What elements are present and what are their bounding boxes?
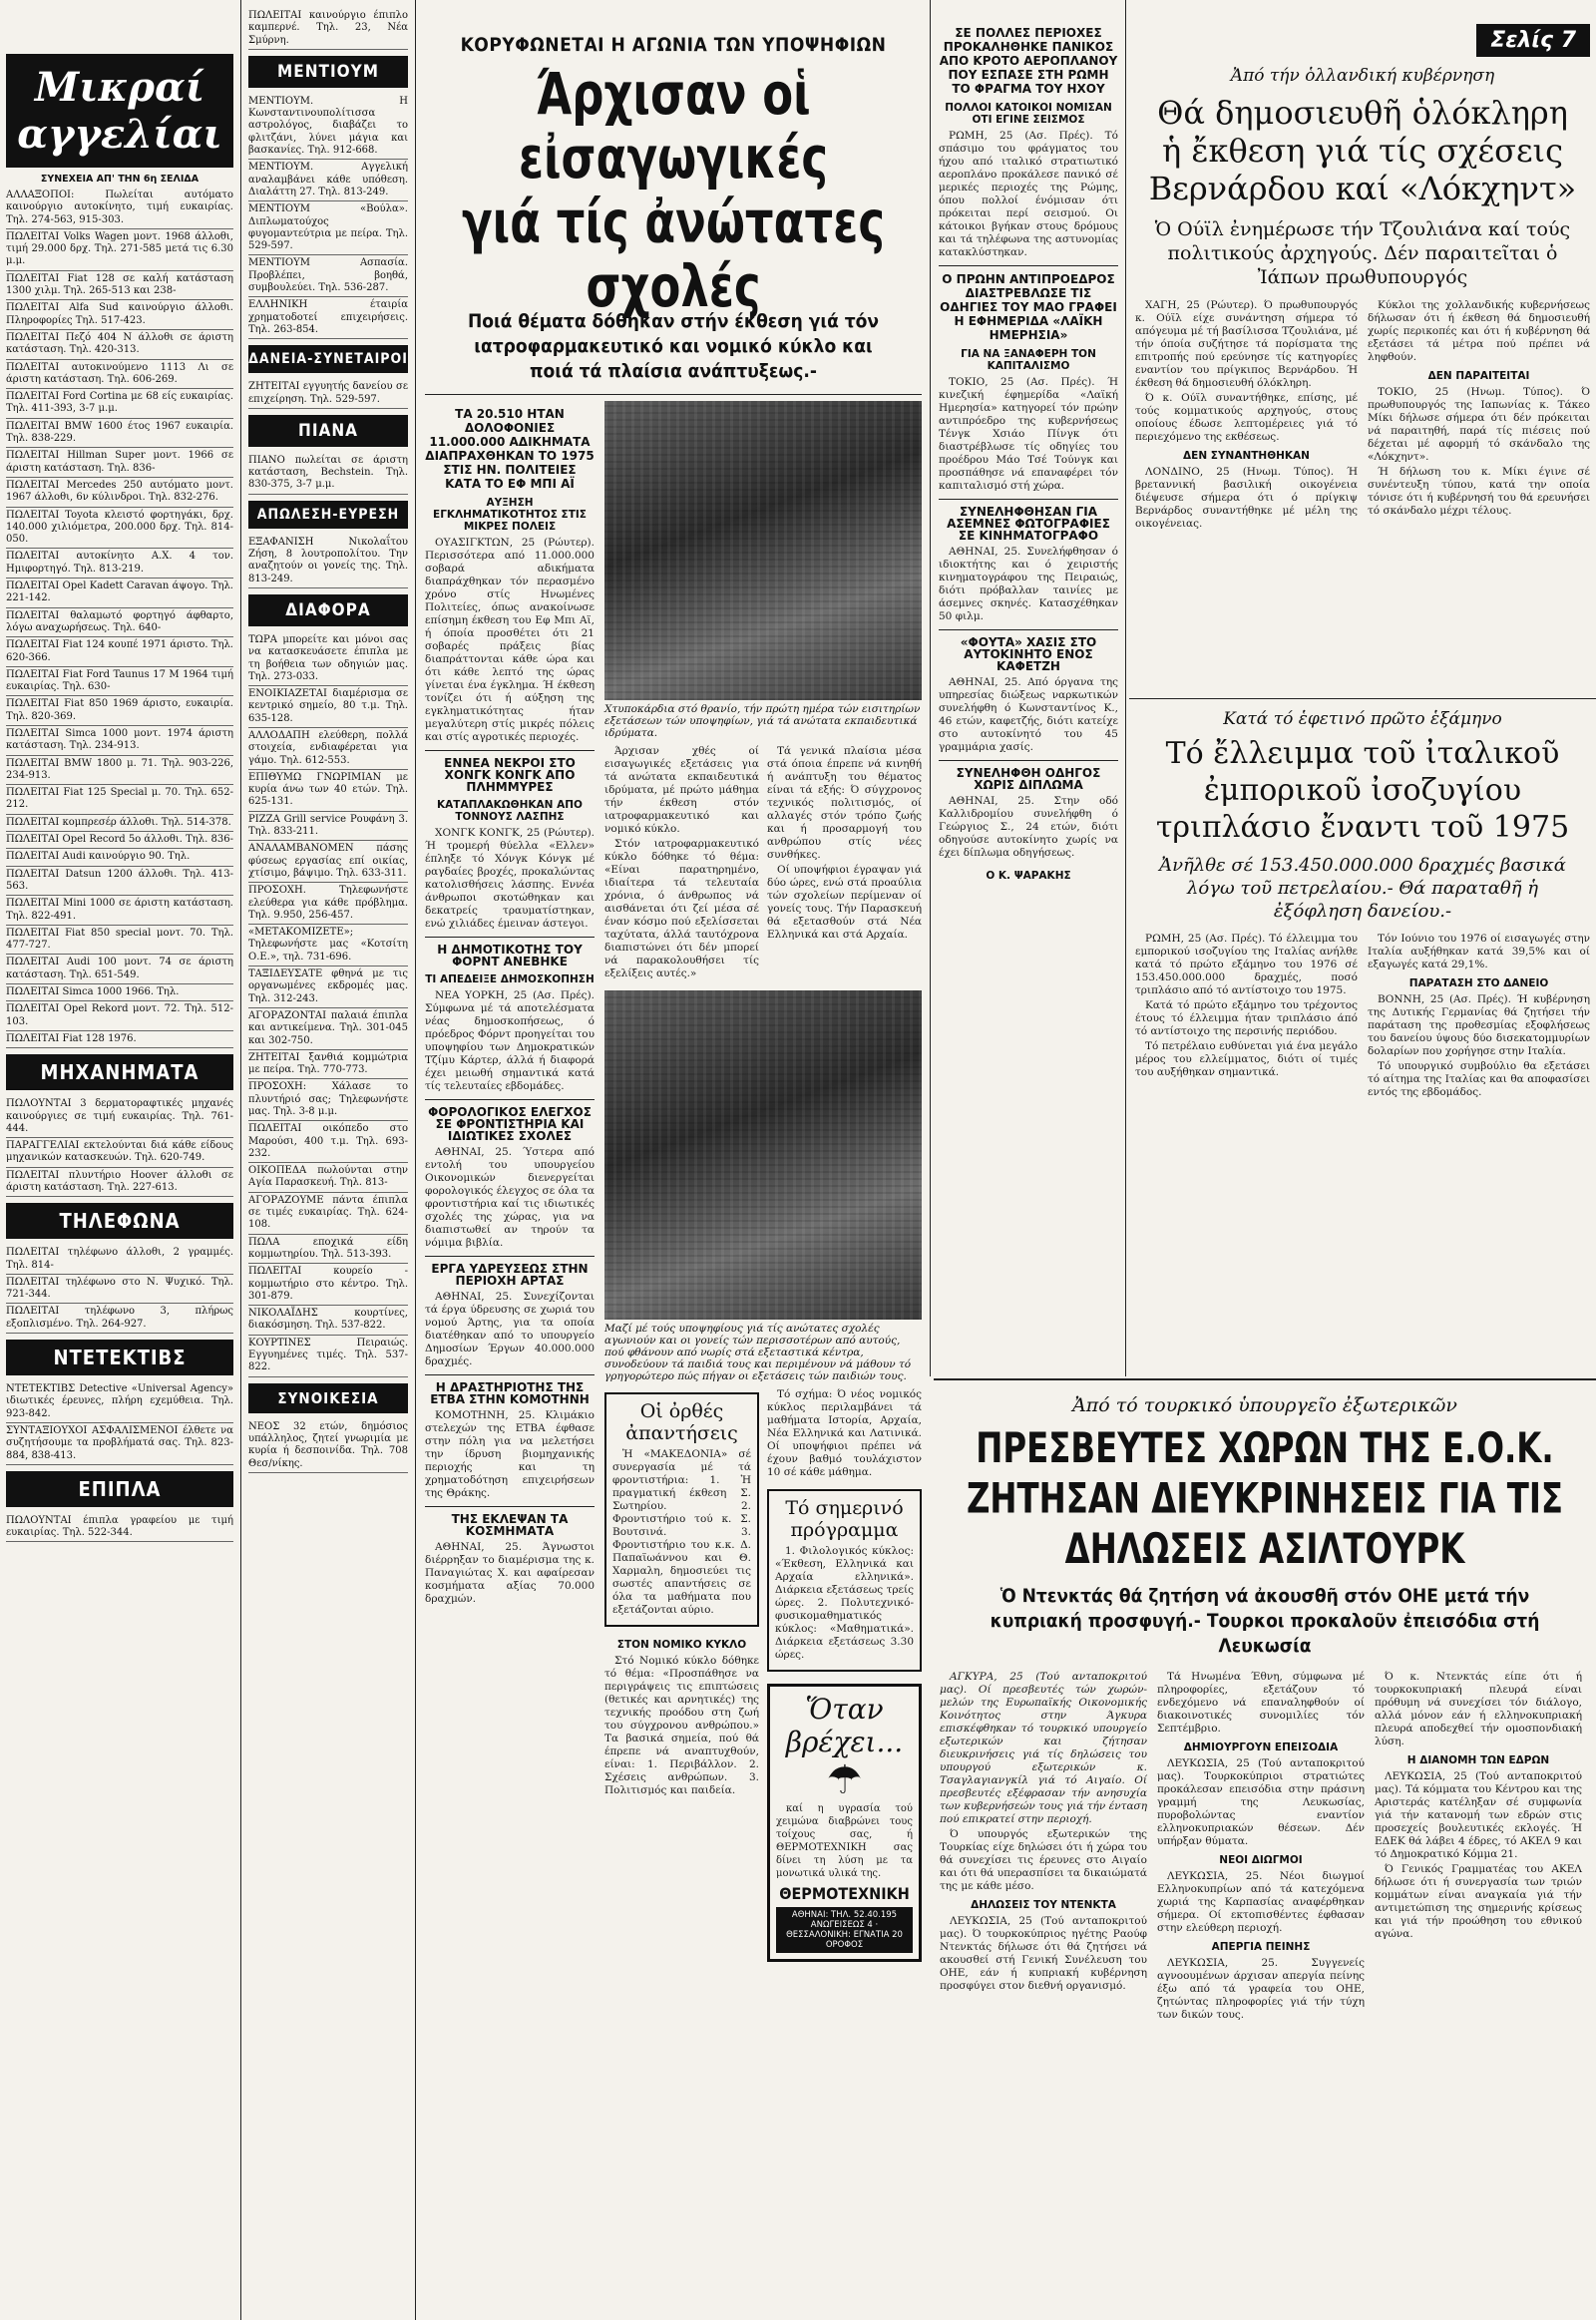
classified-ad: ΠΩΛΕΙΤΑΙ πλυντήριο Hoover άλλοθι σε άριστη κατάσταση. Τηλ. 227-613. <box>6 1168 233 1198</box>
answers-body: Ἡ «ΜΑΚΕΔΟΝΙΑ» σέ συνεργασία μέ τά φροντιστήρια: 1. Ἡ πραγματική έκθεση Σ. Σωτηρίου. 2. Φροντιστήριο τού κ. Σ. Βουτσινά. 3. Φροντιστήριο του κ.κ. Δ. Παπαϊωάννου και Θ. Χαρμαλη, δημοσιεύει τις σωστές απαντήσεις σε όλα τα μαθήματα που εξετάζονται αύριο. <box>612 1448 751 1616</box>
classified-ad: ΠΩΛΕΙΤΑΙ Simca 1000 1966. Τηλ. <box>6 984 233 1001</box>
column-rule <box>930 0 931 1376</box>
page-number-tab: Σελίς 7 <box>1476 24 1590 57</box>
section-banner-loans: ΔΑΝΕΙΑ-ΣΥΝΕΤΑΙΡΟΙ <box>248 345 408 373</box>
quake-body: ΡΩΜΗ, 25 (Ασ. Πρές). Τό σπάσιμο του φράγματος του ήχου από ιταλικό στρατιωτικό αεροπλάνο προκάλεσε πανικό σέ μερικές περιοχές της Ρώμης, όπου πολλοί ένόμισαν ότι πρόκειται περί σεισμού. Οι κάτοικοι βγήκαν στους δρόμους και τά τηλέφωνα της αστυνομίας κατακλύστηκαν. <box>939 130 1118 258</box>
classifieds-title: Μικραί αγγελίαι <box>6 54 233 168</box>
classified-ad: ΚΟΥΡΤΙΝΕΣ Πειραιώς. Εγγυημένες τιμές. Τηλ. 537-822. <box>248 1336 408 1377</box>
jewel-headline: ΤΗΣ ΕΚΛΕΨΑΝ ΤΑ ΚΟΣΜΗΜΑΤΑ <box>451 1512 569 1538</box>
italy-headline: Τό ἔλλειμμα τοῦ ἰταλικοῦ ἐμπορικοῦ ἰσοζυγίου τριπλάσιο ἔναντι τοῦ 1975 <box>1155 736 1570 845</box>
schools-subhead: Ποιά θέματα δόθηκαν στήν έκθεση γιά τόν ιατροφαρμακευτικό και νομικό κύκλο και ποιά τά πλαίσια ανάπτυξεως.- <box>467 310 880 382</box>
classified-ad: ΠΙΑΝΟ πωλείται σε άριστη κατάσταση, Bechstein. Τηλ. 830-375, 3-7 μ.μ. <box>248 453 408 495</box>
tax-body: ΑΘΗΝΑΙ, 25. Ύστερα από εντολή του υπουργείου Οικονομικών διενεργείται φορολογικός έλεγχος σε όλα τα φροντιστήρια καί τις ιδιωτικές σχολές της χώρας, για να διαπιστωθεί αν τηρούν τα νόμιμα βιβλία. <box>425 1146 595 1249</box>
eec-body-2b: ΛΕΥΚΩΣΙΑ, 25 (Τού ανταποκριτού μας). Τουρκοκύπριοι στρατιώτες προκάλεσαν επεισόδια στην πράσινη γραμμή της Λευκωσίας, πυροβολώντας εναντίον ελληνοκυπριακών θέσεων. Δέν υπήρξαν θύματα. <box>1157 1757 1365 1847</box>
classified-ad: ΠΩΛΕΙΤΑΙ Fiat Ford Taunus 17 Μ 1964 τιμή ευκαιρίας. Τηλ. 630- <box>6 667 233 697</box>
lockheed-story <box>1129 0 1596 698</box>
classified-ad: ΠΩΛΕΙΤΑΙ τηλέφωνο στο Ν. Ψυχικό. Τηλ. 721-344. <box>6 1275 233 1305</box>
column-rule <box>415 0 416 2320</box>
classified-ad: ΑΓΟΡΑΖΟΥΜΕ πάντα έπιπλα σε τιμές ευκαιρίας. Τηλ. 624-108. <box>248 1193 408 1235</box>
classified-ad: ΠΩΛΕΙΤΑΙ BMW 1800 μ. 71. Τηλ. 903-226, 234-913. <box>6 756 233 786</box>
china-headline: Ο ΠΡΩΗΝ ΑΝΤΙΠΡΟΕΔΡΟΣ ΔΙΑΣΤΡΕΒΛΩΣΕ ΤΙΣ ΟΔΗΓΙΕΣ ΤΟΥ ΜΑΟ ΓΡΑΦΕΙ Η ΕΦΗΜΕΡΙΔΑ «ΛΑΪΚΗ ΗΜΕΡΗΣΙΑ» <box>940 272 1117 342</box>
etva-body: ΚΟΜΟΤΗΝΗ, 25. Κλιμάκιο στελεχών της ΕΤΒΑ έφθασε στην πόλη για να μελετήσει την ίδρυση βιομηχανικής περιοχής και τη χρηματοδότηση επιχειρήσεων της Θράκης. <box>425 1409 595 1499</box>
classified-ad: ΣΥΝΤΑΞΙΟΥΧΟΙ ΑΣΦΑΛΙΣΜΕΝΟΙ έλθετε να συζητήσουμε τα προβλήματά σας. Τηλ. 823-884, 838-413. <box>6 1423 233 1465</box>
lockheed-body-left: ΧΑΓΗ, 25 (Ρώυτερ). Ό πρωθυπουργός κ. Ούϊλ είχε συνάντηση σήμερα τό απόγευμα μέ τή βασίλισσα Τζουλιάνα, μέ τήν όποία συζήτησε τά πορίσματα της επιτροπής πού ερεύνησε τίς κατηγορίες εναντίον του πρίγκιπος Βερνάρδου. Ή έκθεση θά δημοσιευθή όλόκληρη. Ό κ. Ούϊλ συναντήθηκε, επίσης, μέ τούς κομματικούς αρχηγούς, στους οποίους έδωσε λεπτομέρειες γιά τό περιεχόμενο της εκθέσεως. <box>1135 299 1358 443</box>
cinema-headline: ΣΥΝΕΛΗΦΘΗΣΑΝ ΓΙΑ ΑΣΕΜΝΕΣ ΦΩΤΟΓΡΑΦΙΕΣ ΣΕ ΚΙΝΗΜΑΤΟΓΡΑΦΟ <box>947 505 1110 543</box>
nomiko-body: Στό Νομικό κύκλο δόθηκε τό θέμα: «Προσπάθησε να περιγράψεις τις επιπτώσεις (θετικές και αρνητικές) της τεχνικής προόδου στη ζωή του σύγχρονου ανθρώπου.» Τα βασικά σημεία, πού θά έπρεπε νά αναπτυχθούν, είναι: 1. Περιβάλλον. 2. Σχέσεις ανθρώπων. 3. Πολιτισμός και παιδεία. <box>604 1655 759 1796</box>
driver-body: ΑΘΗΝΑΙ, 25. Στην οδό Καλλιδρομίου συνελήφθη ό Γεώργιος Σ., 24 ετών, διότι οδηγούσε αυτοκίνητο χωρίς να έχει δίπλωμα οδηγήσεως. <box>939 795 1118 859</box>
etva-headline: Η ΔΡΑΣΤΗΡΙΟΤΗΣ ΤΗΣ ΕΤΒΑ ΣΤΗΝ ΚΟΜΟΤΗΝΗ <box>430 1380 590 1406</box>
classified-ad: ΠΩΛΕΙΤΑΙ κομπρεσέρ άλλοθι. Τηλ. 514-378. <box>6 815 233 832</box>
eec-body-2c: ΛΕΥΚΩΣΙΑ, 25. Νέοι διωγμοί Ελληνοκυπρίων από τά κατεχόμενα χωριά της Καρπασίας αναφέρθηκαν σήμερα. Οί εκτοπισθέντες έφθασαν στην ελεύθερη περιοχή. <box>1157 1870 1365 1934</box>
classified-list-1 <box>6 188 233 1048</box>
lockheed-sub-left: ΔΕΝ ΣΥΝΑΝΤΗΘΗΚΑΝ <box>1183 450 1310 462</box>
insulation-ad-title: Ὅταν βρέχει... <box>785 1693 904 1758</box>
ford-subhead: ΤΙ ΑΠΕΔΕΙΞΕ ΔΗΜΟΣΚΟΠΗΣΗ <box>425 973 595 985</box>
eec-body-1b: Ό υπουργός εξωτερικών της Τουρκίας είχε δηλώσει ότι ή χώρα του θά συνεχίσει τις έρευνες στο Αιγαίο και ότι θά υπερασπίσει τα δικαιώματά της με κάθε μέσο. <box>940 1828 1147 1892</box>
classified-ad: ΠΩΛΕΙΤΑΙ καινούργιο έπιπλο καμπερνέ. Τηλ. 23, Νέα Σμύρνη. <box>248 8 408 50</box>
section-banner-machines: ΜΗΧΑΝΗΜΑΤΑ <box>6 1054 233 1090</box>
classified-ad: ΠΩΛΕΙΤΑΙ Fiat 128 σε καλή κατάσταση 1300 χιλμ. Τηλ. 265-513 και 238- <box>6 271 233 301</box>
eec-kicker: Ἀπό τό τουρκικό ὑπουργεῖο ἐξωτερικῶν <box>1072 1394 1457 1416</box>
china-body: ΤΟΚΙΟ, 25 (Ασ. Πρές). Ή κινεζική έφημερίδα «Λαϊκή Ημερησία» κατηγορεί τόν πρώην αντιπρόεδρο της κυβερνήσεως Τένγκ Χσιάο Πίνγκ ότι διαστρέβλωσε τίς οδηγίες του προέδρου Μάο Τσέ Τούνγκ και προσπάθησε νά επαναφέρει τόν καπιταλισμό στή χώρα. <box>939 376 1118 492</box>
classified-ad: ΠΩΛΕΙΤΑΙ οικόπεδο στο Μαρούσι, 400 τ.μ. Τηλ. 693-232. <box>248 1121 408 1163</box>
classified-ad: ΜΕΝΤΙΟΥΜ Ασπασία. Προβλέπει, βοηθά, συμβουλεύει. Τηλ. 536-287. <box>248 255 408 297</box>
divider <box>425 1374 595 1375</box>
divider <box>939 499 1118 500</box>
schools-headline: Άρχισαν οἱ εἰσαγωγικές γιά τίς ἀνώτατες σχολές <box>462 60 885 320</box>
classified-ad: ΠΩΛΕΙΤΑΙ Alfa Sud καινούργιο άλλοθι. Πληροφορίες Τηλ. 517-423. <box>6 300 233 330</box>
classified-ad: ΠΩΛΕΙΤΑΙ Opel Kadett Caravan άψογο. Τηλ. 221-142. <box>6 579 233 608</box>
column-rule <box>1125 0 1126 1376</box>
program-title: Τό σημερινό πρόγραμμα <box>785 1497 904 1541</box>
classified-ad: ΑΓΟΡΑΖΟΝΤΑΙ παλαιά έπιπλα και αντικείμενα. Τηλ. 301-045 και 302-750. <box>248 1008 408 1050</box>
classified-ad: ΠΑΡΑΓΓΕΛΙΑΙ εκτελούνται διά κάθε είδους μηχανικών κατασκευών. Τηλ. 620-749. <box>6 1138 233 1168</box>
schools-main <box>604 401 922 1962</box>
classified-ad: ΕΠΙΘΥΜΩ ΓΝΩΡΙΜΙΑΝ με κυρία άνω των 40 ετών. Τηλ. 625-131. <box>248 770 408 812</box>
eec-body-2d: ΛΕΥΚΩΣΙΑ, 25. Συγγενείς αγνοουμένων άρχισαν απεργία πείνης έξω από τά γραφεία του ΟΗΕ, ζητώντας πληροφορίες γιά τήν τύχη των δικών τους. <box>1157 1957 1365 2021</box>
hongkong-body: ΧΟΝΓΚ ΚΟΝΓΚ, 25 (Ρώυτερ). Ή τρομερή θύελλα «Ελλεν» έπληξε τό Χόνγκ Κόνγκ μέ ραγδαίες βροχές, προκαλώντας κατολισθήσεις λάσπης. Εννέα άνθρωποι σκοτώθηκαν και δεκατρείς τραυματίστηκαν, ενώ χιλιάδες έμειναν άστεγοι. <box>425 827 595 930</box>
classified-ad: ΠΩΛΕΙΤΑΙ Datsun 1200 άλλοθι. Τηλ. 413-563. <box>6 867 233 897</box>
lockheed-subhead: Ὁ Ούϊλ ἐνημέρωσε τήν Τζουλιάνα καί τούς πολιτικούς ἀρχηγούς. Δέν παραιτεῖται ὁ Ἰάπων πρωθυπουργός <box>1154 218 1571 288</box>
crime-subhead: ΑΥΞΗΣΗ ΕΓΚΛΗΜΑΤΙΚΟΤΗΤΟΣ ΣΤΙΣ ΜΙΚΡΕΣ ΠΟΛΕΙΣ <box>433 497 587 533</box>
classified-ad: ΜΕΝΤΙΟΥΜ «Βούλα». Διπλωματούχος φυγομαντεύτρια με πείρα. Τηλ. 529-597. <box>248 201 408 255</box>
hashish-headline: «ΦΟΥΤΑ» ΧΑΣΙΣ ΣΤΟ ΑΥΤΟΚΙΝΗΤΟ ΕΝΟΣ ΚΑΦΕΤΖΗ <box>960 635 1097 673</box>
lockheed-body-right-2: ΤΟΚΙΟ, 25 (Ηνωμ. Τύπος). Ό πρωθυπουργός της Ιαπωνίας κ. Τάκεο Μίκι δήλωσε σήμερα ότι δέν πρόκειται νά παραιτηθή, παρά τίς πιέσεις πού δέχεται μέ αφορμή τό σκάνδαλο της «Λόκχηντ». Ή δήλωση του κ. Μίκι έγινε σέ συνέντευξη τύπου, κατά την οποία τόνισε ότι ή κυβέρνησή του θά ερευνήσει τό σκάνδαλο μέχρι τέλους. <box>1368 386 1590 517</box>
classified-ad: ΠΩΛΕΙΤΑΙ τηλέφωνο άλλοθι, 2 γραμμές. Τηλ. 814- <box>6 1245 233 1275</box>
lockheed-headline: Θά δημοσιευθῆ ὁλόκληρη ἡ ἔκθεση γιά τίς σχέσεις Βερνάρδου καί «Λόκχηντ» <box>1148 94 1577 207</box>
divider <box>939 629 1118 630</box>
divider <box>425 1256 595 1257</box>
column-rule <box>240 0 241 2320</box>
classified-ad: ΠΩΛΕΙΤΑΙ Audi 100 μοντ. 74 σε άριστη κατάσταση. Τηλ. 651-549. <box>6 955 233 984</box>
classifieds-subtitle: ΣΥΝΕΧΕΙΑ ΑΠ' ΤΗΝ 6η ΣΕΛΙΔΑ <box>40 174 200 185</box>
insulation-ad <box>767 1684 922 1962</box>
divider <box>425 394 922 395</box>
answers-box <box>604 1392 759 1627</box>
classified-ad: ΤΩΡΑ μπορείτε και μόνοι σας να κατασκευάσετε έπιπλα με τη βοήθεια των οδηγιών μας. Τηλ. 273-033. <box>248 632 408 686</box>
classified-ad: ΠΩΛΕΙΤΑΙ Simca 1000 μοντ. 1974 άριστη κατάσταση. Τηλ. 234-913. <box>6 726 233 756</box>
lockheed-body-right: Κύκλοι της χολλανδικής κυβερνήσεως δήλωσαν ότι ή έκθεση θά δημοσιευθή χωρίς περικοπές και ότι ή κυβέρνηση θά εξετάσει τά μέτρα πού πρέπει νά ληφθούν. <box>1368 299 1590 363</box>
classified-ad: ΠΩΛΕΙΤΑΙ Volks Wagen μοντ. 1968 άλλοθι, τιμή 29.000 δρχ. Τηλ. 271-585 μετά τις 6.30 μ.μ. <box>6 229 233 271</box>
classified-ad: ΠΩΛΕΙΤΑΙ BMW 1600 έτος 1967 ευκαιρία. Τηλ. 838-229. <box>6 419 233 449</box>
classified-ad: ΕΛΛΗΝΙΚΗ έταιρία χρηματοδοτεί επιχειρήσεις. Τηλ. 263-854. <box>248 297 408 339</box>
lockheed-body-left-2: ΛΟΝΔΙΝΟ, 25 (Ηνωμ. Τύπος). Ή βρεταννική βασιλική οικογένεια διέψευσε σήμερα ότι ό πρίγκιψ Βερνάρδος συναντήθηκε μέ μέλη της οικογένειας. <box>1135 466 1358 530</box>
classified-ad: ΠΩΛΕΙΤΑΙ Audi καινούργιο 90. Τηλ. <box>6 849 233 866</box>
classified-ad: ΠΩΛΕΙΤΑΙ Mini 1000 σε άριστη κατάσταση. Τηλ. 822-491. <box>6 896 233 926</box>
eec-headline: ΠΡΕΣΒΕΥΤΕΣ ΧΩΡΩΝ ΤΗΣ Ε.Ο.Κ. ΖΗΤΗΣΑΝ ΔΙΕΥΚΡΙΝΗΣΕΙΣ ΓΙΑ ΤΙΣ ΔΗΛΩΣΕΙΣ ΑΣΙΛΤΟΥΡΚ <box>966 1425 1564 1574</box>
nomiko-headline: ΣΤΟΝ ΝΟΜΙΚΟ ΚΥΚΛΟ <box>616 1639 747 1651</box>
divider <box>939 265 1118 266</box>
classified-ad: ΠΩΛΕΙΤΑΙ Πεζό 404 Ν άλλοθι σε άριστη κατάσταση. Τηλ. 420-313. <box>6 330 233 360</box>
eec-sub-5: Η ΔΙΑΝΟΜΗ ΤΩΝ ΕΔΡΩΝ <box>1406 1754 1550 1766</box>
eec-sub-4: ΑΠΕΡΓΙΑ ΠΕΙΝΗΣ <box>1211 1941 1311 1953</box>
italy-sub-right: ΠΑΡΑΤΑΣΗ ΣΤΟ ΔΑΝΕΙΟ <box>1408 977 1549 989</box>
section-banner-phones: ΤΗΛΕΦΩΝΑ <box>6 1203 233 1239</box>
tax-headline: ΦΟΡΟΛΟΓΙΚΟΣ ΕΛΕΓΧΟΣ ΣΕ ΦΡΟΝΤΙΣΤΗΡΙΑ ΚΑΙ ΙΔΙΩΤΙΚΕΣ ΣΧΟΛΕΣ <box>428 1105 592 1143</box>
umbrella-icon: ☂ <box>826 1757 863 1803</box>
classified-ad: ΜΕΝΤΙΟΥΜ. Η Κωνσταντινουπολίτισσα αστρολόγος, διαβάζει το φλιτζάνι, λύνει μάγια και βασκανίες. Τηλ. 912-668. <box>248 94 408 160</box>
classified-ad: ΠΩΛΕΙΤΑΙ Opel Rekord μοντ. 72. Τηλ. 512-103. <box>6 1001 233 1031</box>
divider <box>425 937 595 938</box>
section-banner-furniture: ΕΠΙΠΛΑ <box>6 1471 233 1507</box>
insulation-ad-body: καί η υγρασία τού χειμώνα διαβρώνει τους τοίχους σας, ή ΘΕΡΜΟΤΕΧΝΙΚΗ σας δίνει τη λύση με τα μονωτικά υλικά της. <box>776 1803 913 1879</box>
photo-caption: Μαζί μέ τούς υποψηφίους γιά τίς ανώτατες σχολές αγωνιούν και οι γονείς τών περισσοτέρων από αυτούς, πού φθάνουν από νωρίς στά εξεταστικά κέντρα, συνοδεύουν τά παιδιά τους και περιμένουν νά μάθουν τό γρηγορώτερο πώς πήγαν οι εξετάσεις τών παιδιών τους. <box>604 1323 912 1382</box>
crime-headline: ΤΑ 20.510 ΗΤΑΝ ΔΟΛΟΦΟΝΙΕΣ 11.000.000 ΑΔΙΚΗΜΑΤΑ ΔΙΑΠΡΑΧΘΗΚΑΝ ΤΟ 1975 ΣΤΙΣ ΗΝ. ΠΟΛΙΤΕΙΕΣ ΚΑΤΑ ΤΟ ΕΦ ΜΠΙ ΑΪ <box>425 407 595 491</box>
program-body: 1. Φιλολογικός κύκλος: «Έκθεση, Ελληνικά και Αρχαία ελληνικά». Διάρκεια εξετάσεως τρείς ώρες. 2. Πολυτεχνικό-φυσικομαθηματικός κύκλος: «Μαθηματικά». Διάρκεια εξετάσεως 3.30 ώρες. <box>775 1545 914 1661</box>
section-banner-lost-found: ΑΠΩΛΕΣΗ-ΕΥΡΕΣΗ <box>248 501 408 529</box>
classified-ad: ΝΤΕΤΕΚΤΙΒΣ Detective «Universal Agency» ιδιωτικές έρευνες, πλήρη εχεμύθεια. Τηλ. 923-842. <box>6 1381 233 1423</box>
photo-caption: Χτυποκάρδια στό θρανίο, τήν πρώτη ημέρα τών εισιτηρίων εξετάσεων τών υποψηφίων, γιά τά ανώτατα εκπαιδευτικά ιδρύματα. <box>604 703 921 739</box>
classified-ad: ΠΩΛΑ εποχικά είδη κομμωτηρίου. Τηλ. 513-393. <box>248 1235 408 1265</box>
schools-body-2: Τά γενικά πλαίσια μέσα στά όποια έπρεπε νά κινηθή ή ανάπτυξη του θέματος είναι τά εξής: Ό σύγχρονος τεχνικός πολιτισμός, οί αλλαγές στόν τρόπο ζωής και ή προσαρμογή του ανθρώπου στίς νέες συνθήκες. Οί υποψήφιοι έγραψαν γιά δύο ώρες, ενώ στά προαύλια τών σχολείων περίμεναν οί γονείς τους. Τήν Παρασκευή θά εξετασθούν στά Νέα Ελληνικά και στά Αρχαία. <box>767 745 922 941</box>
divider <box>425 1506 595 1507</box>
quake-subhead: ΠΟΛΛΟΙ ΚΑΤΟΙΚΟΙ ΝΟΜΙΣΑΝ ΟΤΙ ΕΓΙΝΕ ΣΕΙΣΜΟΣ <box>945 102 1112 126</box>
eec-body-3b: ΛΕΥΚΩΣΙΑ, 25 (Τού ανταποκριτού μας). Τά κόμματα του Κέντρου και της Αριστεράς κατέληξαν σέ συμφωνία γιά τήν κατανομή των εδρών στις προσεχείς βουλευτικές εκλογές. Ή ΕΔΕΚ θά λάβει 4 έδρες, τό ΑΚΕΛ 9 και τό Δημοκρατικό Κόμμα 21. Ό Γενικός Γραμματέας του ΑΚΕΛ δήλωσε ότι ή συνεργασία των τριών κομμάτων είναι αναγκαία γιά τήν αντιμετώπιση της σημερινής κρίσεως και γιά τήν προώθηση του εθνικού αγώνα. <box>1375 1770 1582 1940</box>
classified-ad: ΠΩΛΕΙΤΑΙ Mercedes 250 αυτόματο μοντ. 1967 άλλοθι, 6ν κύλινδροι. Τηλ. 832-276. <box>6 478 233 508</box>
answers-title: Οἱ ὀρθές ἀπαντήσεις <box>625 1400 738 1444</box>
lockheed-kicker: Ἀπό τήν ὁλλανδική κυβέρνηση <box>1230 66 1495 86</box>
schools-body-1: Άρχισαν χθές οί εισαγωγικές εξετάσεις για τά ανώτατα εκπαιδευτικά ιδρύματα, μέ πρώτο μάθημα τήν έκθεση στόν ιατροφαρμακευτικό και νομικό κύκλο. Στόν ιατροφαρμακευτικό κύκλο δόθηκε τό θέμα: «Είναι παρατηρημένο, ιδιαίτερα τά τελευταία χρόνια, ό άνθρωπος νά αισθάνεται ότι ζεί μέσα σέ έναν κόσμο πού εξελίσσεται ταχύτατα, άλλά ταυτόχρονα διαπιστώνει ότι δέν μπορεί νά παρακολουθήσει τίς εξελίξεις αυτές.» <box>604 745 759 979</box>
eec-story <box>934 1378 1596 2320</box>
schools-kicker: ΚΟΡΥΦΩΝΕΤΑΙ Η ΑΓΩΝΙΑ ΤΩΝ ΥΠΟΨΗΦΙΩΝ <box>460 34 887 56</box>
cinema-body: ΑΘΗΝΑΙ, 25. Συνελήφθησαν ό ιδιοκτήτης και ό χειριστής κινηματογράφου της Πειραιώς, διότι πρόβαλλαν ταινίες με άσεμνες σκηνές. Κατασχέθηκαν 50 φιλμ. <box>939 546 1118 622</box>
classified-ad: ΑΝΑΛΑΜΒΑΝΟΜΕΝ πάσης φύσεως εργασίας επί οικίας, χτίσιμο, βάψιμο. Τηλ. 633-311. <box>248 841 408 883</box>
eec-body-3: Ό κ. Ντενκτάς είπε ότι ή τουρκοκυπριακή πλευρά είναι πρόθυμη νά συνεχίσει τόν διάλογο, αλλά μόνον εάν ή ελληνοκυπριακή πλευρά αποδεχθεί τήν ομοσπονδιακή λύση. <box>1375 1671 1582 1747</box>
eec-subhead: Ὁ Ντενκτάς θά ζητήση νά ἀκουσθῆ στόν ΟΗΕ μετά τήν κυπριακή προσφυγή.- Τουρκοι προκαλοῦν ἐπεισόδια στή Λευκωσία <box>990 1585 1540 1657</box>
classified-ad: ΕΞΑΦΑΝΙΣΗ Νικολαΐτου Ζήση, 8 λουτροπολίτου. Την αναζητούν οι γονείς της. Τηλ. 813-249. <box>248 535 408 588</box>
byline: Ο Κ. ΨΑΡΑΚΗΣ <box>986 870 1071 882</box>
classified-ad: ΝΙΚΟΛΑΪΔΗΣ κουρτίνες, διακόσμηση. Τηλ. 537-822. <box>248 1306 408 1336</box>
classified-ad: ΠΡΟΣΟΧΗ: Χάλασε το πλυντήριό σας; Τηλεφωνήστε μας. Τηλ. 3-8 μ.μ. <box>248 1079 408 1121</box>
classifieds-column-1 <box>0 0 239 2320</box>
eec-body-1c: ΛΕΥΚΩΣΙΑ, 25 (Τού ανταποκριτού μας). Ό τουρκοκύπριος ηγέτης Ραούφ Ντενκτάς δήλωσε ότι θά ζητήσει νά ακουσθεί στή Γενική Συνέλευση του ΟΗΕ, εάν ή κυπριακή κυβέρνηση προσφύγει στον διεθνή οργανισμό. <box>940 1915 1147 1992</box>
classified-ad: ΝΕΟΣ 32 ετών, δημόσιος υπάλληλος, ζητεί γνωριμία με κυρία ή δεσποινίδα. Τηλ. 708 Θεσ/νίκης. <box>248 1419 408 1473</box>
arta-headline: ΕΡΓΑ ΥΔΡΕΥΣΕΩΣ ΣΤΗΝ ΠΕΡΙΟΧΗ ΑΡΤΑΣ <box>431 1262 589 1288</box>
hashish-body: ΑΘΗΝΑΙ, 25. Από όργανα της υπηρεσίας διώξεως ναρκωτικών συνελήφθη ό Κωνσταντίνος Κ., 46 ετών, καφετζής, διότι κατείχε στο αυτοκίνητό του 45 γραμμάρια χασίς. <box>939 676 1118 753</box>
hongkong-subhead: ΚΑΤΑΠΛΑΚΩΘΗΚΑΝ ΑΠΟ ΤΟΝΝΟΥΣ ΛΑΣΠΗΣ <box>437 799 583 823</box>
classified-ad: ΠΩΛΕΙΤΑΙ Opel Record 5ο άλλοθι. Τηλ. 836- <box>6 832 233 849</box>
jewel-body: ΑΘΗΝΑΙ, 25. Άγνωστοι διέρρηξαν το διαμέρισμα της κ. Παναγιώτας Χ. και αφαίρεσαν κοσμήματα αξίας 70.000 δραχμών. <box>425 1541 595 1605</box>
news-column-quake <box>934 0 1123 1376</box>
parents-waiting-photo <box>604 990 922 1320</box>
classified-ad: ΠΡΟΣΟΧΗ. Τηλεφωνήστε ελεύθερα για κάθε πρόβλημα. Τηλ. 9.950, 256-457. <box>248 883 408 925</box>
classifieds-column-2 <box>243 0 413 2320</box>
eec-body-2: Τά Ηνωμένα Έθνη, σύμφωνα μέ πληροφορίες, εξετάζουν τό ενδεχόμενο νά επαναληφθούν οί διακοινοτικές συνομιλίες τόν Σεπτέμβριο. <box>1157 1671 1365 1735</box>
section-banner-detectives: ΝΤΕΤΕΚΤΙΒΣ <box>6 1340 233 1375</box>
section-banner-pianos: ΠΙΑΝΑ <box>248 415 408 447</box>
italy-kicker: Κατά τό ἑφετινό πρῶτο ἑξάμηνο <box>1223 709 1502 729</box>
ford-body: ΝΕΑ ΥΟΡΚΗ, 25 (Ασ. Πρές). Σύμφωνα μέ τά αποτελέσματα νέας δημοσκοπήσεως, ό πρόεδρος Φόρντ προηγείται του υποψηφίου των Δημοκρατικών Τζίμυ Κάρτερ, άλλά ή διαφορά έχει μειωθή σημαντικά κατά τίς τελευταίες εβδομάδες. <box>425 989 595 1092</box>
driver-headline: ΣΥΝΕΛΗΦΘΗ ΟΔΗΓΟΣ ΧΩΡΙΣ ΔΙΠΛΩΜΑ <box>956 766 1101 792</box>
classified-ad: ΠΩΛΕΙΤΑΙ Fiat 124 κουπέ 1971 άριστο. Τηλ. 620-366. <box>6 637 233 667</box>
classified-ad: ΠΩΛΕΙΤΑΙ κουρείο - κομμωτήριο στο κέντρο. Τηλ. 301-879. <box>248 1264 408 1306</box>
classified-ad: ΠΩΛΕΙΤΑΙ θαλαμωτό φορτηγό άφθαρτο, λόγω αναχωρήσεως. Τηλ. 640- <box>6 608 233 638</box>
classified-ad: ΠΩΛΕΙΤΑΙ Ford Cortina με 68 είς ευκαιρίας. Τηλ. 411-393, 3-7 μ.μ. <box>6 389 233 419</box>
classified-ad: ΠΩΛΟΥΝΤΑΙ 3 δερματοραφτικές μηχανές καινούργιες σε τιμή ευκαιρίας. Τηλ. 761-444. <box>6 1096 233 1138</box>
lockheed-sub-right: ΔΕΝ ΠΑΡΑΙΤΕΙΤΑΙ <box>1427 370 1530 382</box>
classified-ad: ΟΙΚΟΠΕΔΑ πωλούνται στην Αγία Παρασκευή. Τηλ. 813- <box>248 1163 408 1193</box>
hongkong-headline: ΕΝΝΕΑ ΝΕΚΡΟΙ ΣΤΟ ΧΟΝΓΚ ΚΟΝΓΚ ΑΠΟ ΠΛΗΜΜΥΡΕΣ <box>444 756 576 794</box>
eec-sub-2: ΔΗΜΙΟΥΡΓΟΥΝ ΕΠΕΙΣΟΔΙΑ <box>1183 1741 1339 1753</box>
italy-subhead: Ἀνῆλθε σέ 153.450.000.000 δραχμές βασικά λόγω τοῦ πετρελαίου.- Θά παραταθῆ ἡ ἐξόφληση δανείου.- <box>1159 855 1566 922</box>
classified-ad: ΠΩΛΕΙΤΑΙ Fiat 125 Special μ. 70. Τηλ. 652-212. <box>6 785 233 815</box>
exam-classroom-photo <box>604 401 922 700</box>
classified-ad: ΖΗΤΕΙΤΑΙ ξανθιά κομμώτρια με πείρα. Τηλ. 770-773. <box>248 1050 408 1080</box>
classified-ad: ΠΩΛΕΙΤΑΙ Fiat 128 1976. <box>6 1031 233 1048</box>
divider <box>425 1099 595 1100</box>
classified-ad: ΜΕΝΤΙΟΥΜ. Αγγελική αναλαμβάνει κάθε υπόθεση. Διαλάττη 27. Τηλ. 813-249. <box>248 160 408 201</box>
classified-ad: PIZZA Grill service Ρουφάνη 3. Τηλ. 833-211. <box>248 812 408 842</box>
classified-ad: ΠΩΛΕΙΤΑΙ αυτοκινούμενο 1113 Λι σε άριστη κατάσταση. Τηλ. 606-269. <box>6 360 233 390</box>
italy-body-left: ΡΩΜΗ, 25 (Ασ. Πρές). Τό έλλειμμα του εμπορικού ισοζυγίου της Ιταλίας ανήλθε κατά τό πρώτο εξάμηνο του 1976 σέ 153.450.000.000 δραχμές, ποσό τριπλάσιο από τό αντίστοιχο του 1975. Κατά τό πρώτο εξάμηνο του τρέχοντος έτους τό έλλειμμα ήταν τριπλάσιο άπό τό αντίστοιχο της περσινής περιόδου. Τό πετρέλαιο ευθύνεται γιά ένα μεγάλο μέρος του ελλείμματος, διότι οί τιμές του αυξήθηκαν σημαντικά. <box>1135 933 1358 1078</box>
section-banner-medium: ΜΕΝΤΙΟΥΜ <box>248 56 408 88</box>
arta-body: ΑΘΗΝΑΙ, 25. Συνεχίζονται τά έργα ύδρευσης σε χωριά του νομού Άρτης, για τα οποία διατέθηκαν από το υπουργείο Δημοσίων Έργων 40.000.000 δραχμές. <box>425 1291 595 1367</box>
eec-body-1: ΑΓΚΥΡΑ, 25 (Τού ανταποκριτού μας). Οί πρεσβευτές τών χωρών-μελών της Ευρωπαϊκής Οικονομικής Κοινότητος στην Άγκυρα επισκέφθηκαν τό τουρκικό υπουργείο εξωτερικών και ζήτησαν διευκρινήσεις γιά τίς δηλώσεις του υπουργού εξωτερικών κ. Τσαγλαγιανγκίλ γιά τό Αιγαίο. Οί πρεσβευτές εξέφρασαν τήν ανησυχία των κυβερνήσεών τους γιά τήν ένταση πού επικρατεί στην περιοχή. <box>940 1671 1147 1825</box>
classified-ad: ΑΛΛΟΔΑΠΗ ελεύθερη, πολλά στοιχεία, ενδιαφέρεται για γάμο. Τηλ. 612-553. <box>248 728 408 770</box>
program-box <box>767 1489 922 1672</box>
crime-column <box>425 401 595 1962</box>
crime-body: ΟΥΑΣΙΓΚΤΩΝ, 25 (Ρώυτερ). Περισσότερα από 11.000.000 σοβαρά αδικήματα διαπράχθηκαν τόν περασμένο χρόνο στίς Ηνωμένες Πολιτείες, όπως ανακοίνωσε επίσημη έκθεση του Εφ Μπι Αϊ, ή όποία προσθέτει ότι 21 σοβαρές πράξεις βίας διαπράττονται κάθε ώρα και ότι κάθε λεπτό της ώρας γίνεται ένα έγκλημα. Ή έκθεση τονίζει ότι ή αύξηση της εγκληματικότητας ήταν μεγαλύτερη στίς μικρές πόλεις και στίς αγροτικές περιοχές. <box>425 537 595 743</box>
schools-story <box>419 0 928 2320</box>
eec-sub-1: ΔΗΛΩΣΕΙΣ ΤΟΥ ΝΤΕΝΚΤΑ <box>971 1899 1116 1911</box>
classified-ad: ΠΩΛΕΙΤΑΙ Fiat 850 1969 άριστο, ευκαιρία. Τηλ. 820-369. <box>6 696 233 726</box>
classified-ad: ΠΩΛΕΙΤΑΙ Toyota κλειστό φορτηγάκι, δρχ. 140.000 χιλιόμετρα, 200.000 δρχ. Τηλ. 814-050. <box>6 508 233 550</box>
classified-list-2 <box>248 632 408 1377</box>
exam-continued-body: Τό σχήμα: Ό νέος νομικός κύκλος περιλαμβάνει τά μαθήματα Ιστορία, Αρχαία, Νέα Ελληνικά και Λατινικά. Οί υποψήφιοι πρέπει νά έχουν βαθμό τουλάχιστον 10 σέ κάθε μάθημα. <box>767 1388 922 1478</box>
classified-ad: ΠΩΛΕΙΤΑΙ Fiat 850 special μοντ. 70. Τηλ. 477-727. <box>6 926 233 956</box>
classified-ad: «ΜΕΤΑΚΟΜΙΖΕΤΕ»; Τηλεφωνήστε μας «Κοτσίτη Ο.Ε.», τηλ. 731-696. <box>248 925 408 967</box>
italy-story <box>1129 698 1596 1376</box>
classified-ad: ΤΑΞΙΔΕΥΣΑΤΕ φθηνά με τις οργανωμένες εκδρομές μας. Τηλ. 312-243. <box>248 967 408 1008</box>
classified-ad: ΕΝΟΙΚΙΑΖΕΤΑΙ διαμέρισμα σε κεντρικό σημείο, 80 τ.μ. Τηλ. 635-128. <box>248 686 408 728</box>
quake-headline: ΣΕ ΠΟΛΛΕΣ ΠΕΡΙΟΧΕΣ ΠΡΟΚΑΛΗΘΗΚΕ ΠΑΝΙΚΟΣ ΑΠΟ ΚΡΟΤΟ ΑΕΡΟΠΛΑΝΟΥ ΠΟΥ ΕΣΠΑΣΕ ΣΤΗ ΡΩΜΗ ΤΟ ΦΡΑΓΜΑ ΤΟΥ ΗΧΟΥ <box>939 26 1118 96</box>
divider <box>939 760 1118 761</box>
divider <box>425 750 595 751</box>
classified-ad: ΠΩΛΕΙΤΑΙ Hillman Super μοντ. 1966 σε άριστη κατάσταση. Τηλ. 836- <box>6 448 233 478</box>
insulation-ad-footer: ΑΘΗΝΑΙ: ΤΗΛ. 52.40.195 ΑΝΩΓΕΙΣΕΩΣ 4 · ΘΕΣΣΑΛΟΝΙΚΗ: ΕΓΝΑΤΙΑ 20 ΟΡΟΦΟΣ <box>776 1907 913 1953</box>
classified-ad: ΖΗΤΕΙΤΑΙ εγγυητής δανείου σε επιχείρηση. Τηλ. 529-597. <box>248 379 408 409</box>
china-subhead: ΓΙΑ ΝΑ ΞΑΝΑΦΕΡΗ ΤΟΝ ΚΑΠΙΤΑΛΙΣΜΟ <box>961 348 1096 372</box>
insulation-ad-brand: ΘΕΡΜΟΤΕΧΝΙΚΗ <box>779 1884 910 1903</box>
ford-headline: Η ΔΗΜΟΤΙΚΟΤΗΣ ΤΟΥ ΦΟΡΝΤ ΑΝΕΒΗΚΕ <box>437 943 583 968</box>
section-banner-marriage: ΣΥΝΟΙΚΕΣΙΑ <box>248 1383 408 1413</box>
classified-ad: ΠΩΛΟΥΝΤΑΙ έπιπλα γραφείου με τιμή ευκαιρίας. Τηλ. 522-344. <box>6 1513 233 1543</box>
italy-body-right-2: ΒΟΝΝΗ, 25 (Ασ. Πρές). Ή κυβέρνηση της Δυτικής Γερμανίας θά ζητήσει τήν παράταση της προθεσμίας εξοφλήσεως του δανείου ύψους δύο δισεκατομμυρίων δολαρίων που χορήγησε στην Ιταλία. Τό υπουργικό συμβούλιο θα εξετάσει τό αίτημα της Ιταλίας και θα αποφασίσει εντός της εβδομάδος. <box>1368 993 1590 1098</box>
italy-body-right: Τόν Ιούνιο του 1976 οί εισαγωγές στην Ιταλία αυξήθηκαν κατά 39,5% και οί εξαγωγές κατά 29,1%. <box>1368 933 1590 970</box>
classified-ad: ΑΛΛΑΞΟΠΟΙ: Πωλείται αυτόματο καινούργιο αυτοκίνητο, τιμή ευκαιρίας. Τηλ. 274-563, 915-303. <box>6 188 233 229</box>
section-banner-misc: ΔΙΑΦΟΡΑ <box>248 594 408 626</box>
eec-sub-3: ΝΕΟΙ ΔΙΩΓΜΟΙ <box>1219 1854 1303 1866</box>
classified-ad: ΠΩΛΕΙΤΑΙ τηλέφωνο 3, πλήρως εξοπλισμένο. Τηλ. 264-927. <box>6 1304 233 1334</box>
classified-ad: ΠΩΛΕΙΤΑΙ αυτοκίνητο Α.Χ. 4 τον. Ημιφορτηγό. Τηλ. 813-219. <box>6 549 233 579</box>
